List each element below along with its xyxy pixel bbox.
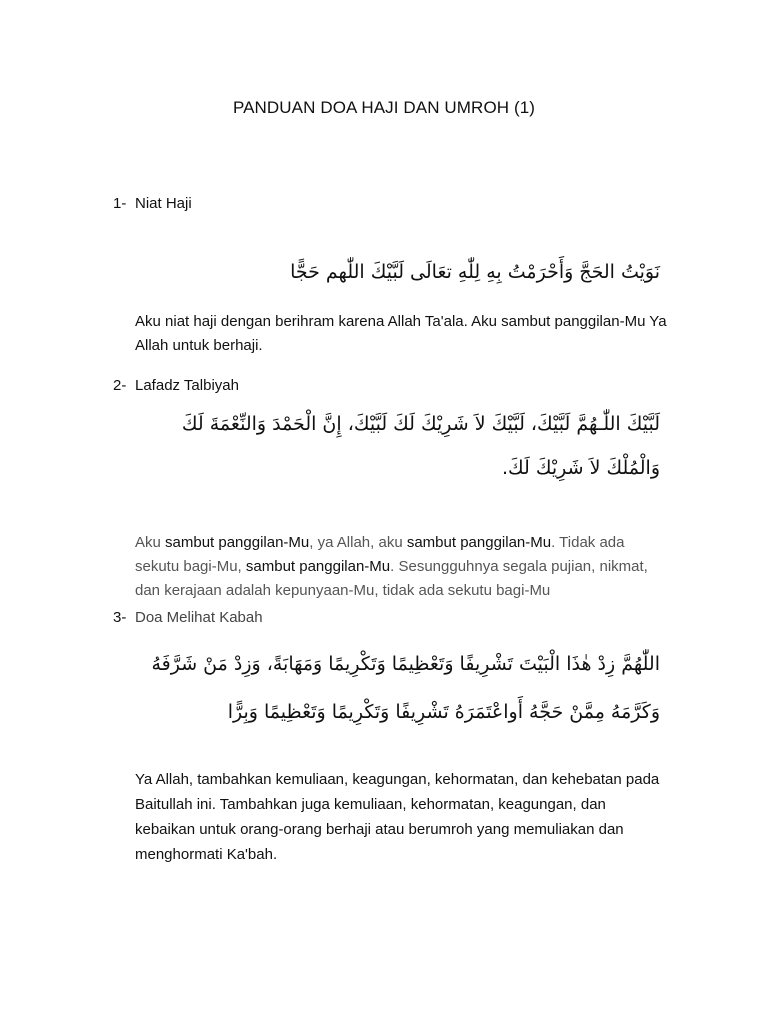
translation-part: , ya Allah, aku (309, 534, 407, 551)
section-1-number: 1- (113, 195, 127, 212)
section-2-translation (135, 531, 665, 603)
translation-part: Aku (135, 534, 166, 551)
page-title: PANDUAN DOA HAJI DAN UMROH (1) (232, 98, 536, 117)
section-1-title: Niat Haji (135, 195, 192, 212)
section-3-title: Doa Melihat Kabah (135, 609, 263, 626)
section-2-title: Lafadz Talbiyah (135, 377, 239, 394)
section-3-arabic: اللّٰهُمَّ زِدْ هٰذَا الْبَيْتَ تَشْرِيفًا وَتَعْظِيمًا وَتَكْرِيمًا وَمَهَابَةً، وَزِدْ مَنْ شَرَّفَهُ وَكَرَّمَهُ مِمَّنْ حَجَّهُ أَواعْتَمَرَهُ تَشْرِيفًا وَتَكْرِيمًا وَتَعْظِيمًا وَبِرًّا (151, 653, 660, 723)
section-1-heading (113, 195, 192, 212)
translation-emphasis: sambut panggilan-Mu (165, 534, 310, 551)
translation-emphasis: sambut panggilan-Mu (245, 558, 391, 575)
translation-emphasis: sambut panggilan-Mu (406, 534, 552, 551)
section-2-arabic: لَبَّيْكَ اللّٰـهُمَّ لَبَّيْكَ، لَبَّيْكَ لاَ شَرِيْكَ لَكَ لَبَّيْكَ، إِنَّ الْحَمْدَ وَالنِّعْمَةَ لَكَ وَالْمُلْكَ لاَ شَرِيْكَ لَكَ. (181, 413, 660, 479)
translation-part: . Sesungguhnya segala pujian, nikmat, dan kerajaan adalah kepunyaan-Mu, tidak ada sekutu bagi-Mu (135, 558, 648, 599)
section-1-arabic: نَوَيْتُ الحَجَّ وَأَحْرَمْتُ بِهِ لِلّٰهِ تعَالَى لَبَّيْكَ اللّٰهم حَجًّا (290, 261, 660, 283)
section-2-number: 2- (113, 377, 127, 394)
section-3-translation: Ya Allah, tambahkan kemuliaan, keagungan, kehormatan, dan kehebatan pada Baitullah ini. Tambahkan juga kemuliaan, kehormatan, keagungan, dan kebaikan untuk orang-orang berhaji atau berumroh yang memuliakan dan menghormati Ka'bah. (135, 771, 660, 863)
section-3-number: 3- (113, 609, 127, 626)
section-3-heading (113, 609, 263, 626)
translation-part: . Tidak ada sekutu bagi-Mu, (135, 534, 625, 575)
section-1-translation: Aku niat haji dengan berihram karena Allah Ta'ala. Aku sambut panggilan-Mu Ya Allah untuk berhaji. (135, 313, 667, 354)
section-2-heading (113, 377, 239, 394)
